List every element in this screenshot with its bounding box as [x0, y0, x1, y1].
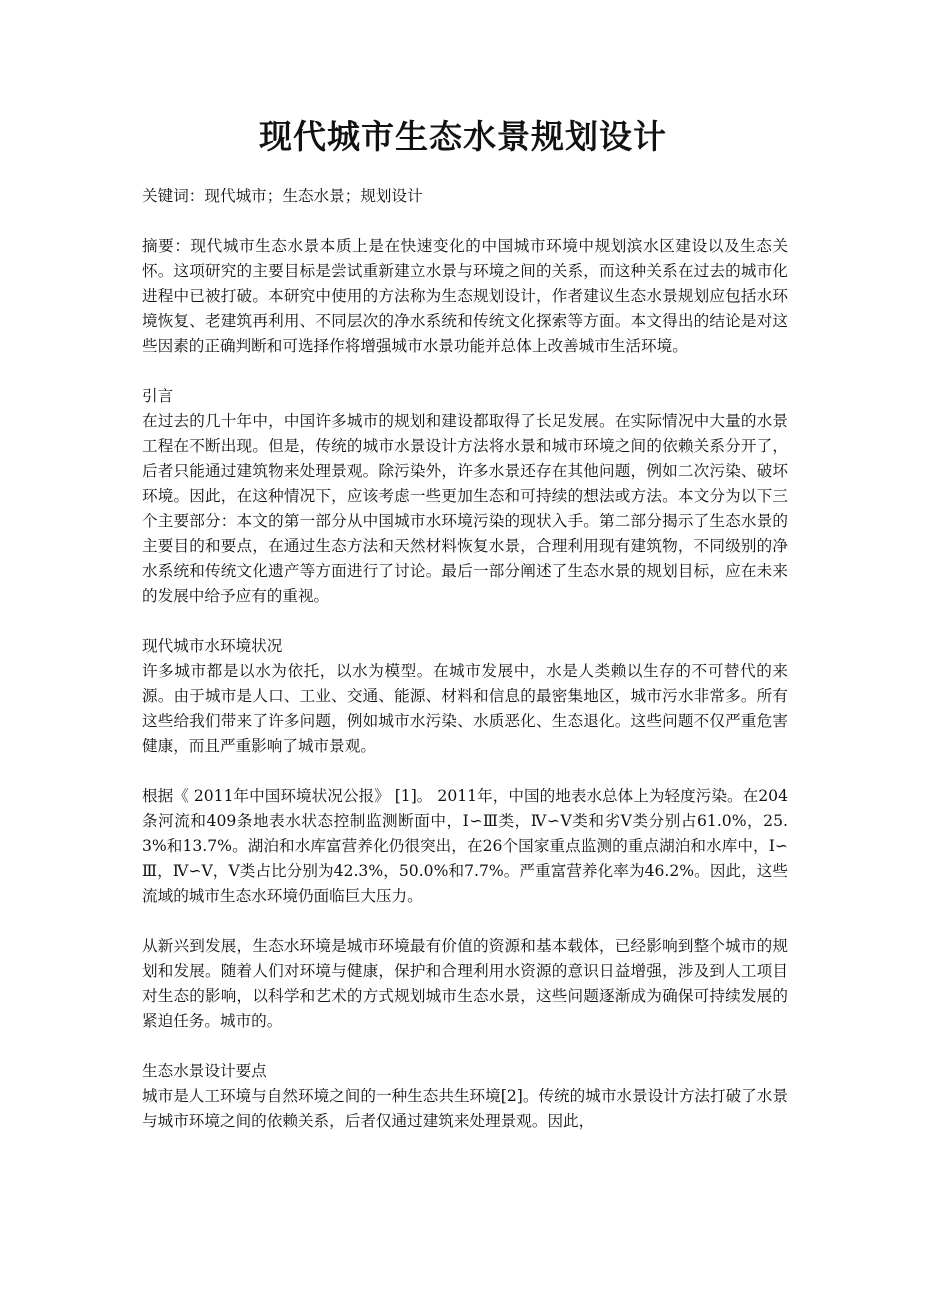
development-paragraph: 从新兴到发展，生态水环境是城市环境最有价值的资源和基本载体，已经影响到整个城市的规划和发展。随着人们对环境与健康，保护和合理利用水资源的意识日益增强，涉及到人工项目对生态的影响，以科学和艺术的方式规划城市生态水景，这些问题逐渐成为确保可持续发展的紧迫任务。城市的。 [142, 937, 788, 1030]
design-points-heading: 生态水景设计要点 [142, 1062, 267, 1080]
design-points-paragraph: 城市是人工环境与自然环境之间的一种生态共生环境[2]。传统的城市水景设计方法打破了水景与城市环境之间的依赖关系，后者仅通过建筑来处理景观。因此， [142, 1087, 788, 1130]
water-status-heading: 现代城市水环境状况 [142, 637, 283, 655]
introduction-paragraph: 在过去的几十年中，中国许多城市的规划和建设都取得了长足发展。在实际情况中大量的水景工程在不断出现。但是，传统的城市水景设计方法将水景和城市环境之间的依赖关系分开了，后者只能通过建筑物来处理景观。除污染外，许多水景还存在其他问题，例如二次污染、破坏环境。因此，在这种情况下，应该考虑一些更加生态和可持续的想法或方法。本文分为以下三个主要部分：本文的第一部分从中国城市水环境污染的现状入手。第二部分揭示了生态水景的主要目的和要点，在通过生态方法和天然材料恢复水景，合理利用现有建筑物，不同级别的净水系统和传统文化遗产等方面进行了讨论。最后一部分阐述了生态水景的规划目标，应在未来的发展中给予应有的重视。 [142, 412, 788, 605]
document-body [142, 184, 788, 1134]
document-title: 现代城市生态水景规划设计 [259, 117, 667, 156]
introduction-heading: 引言 [142, 387, 174, 405]
environment-report-paragraph: 根据《 2011年中国环境状况公报》 [1]。 2011年，中国的地表水总体上为轻度污染。在204条河流和409条地表水状态控制监测断面中，Ⅰ∽Ⅲ类，Ⅳ∽Ⅴ类和劣Ⅴ类分别占61.0%，25.3%和13.7%。湖泊和水库富营养化仍很突出，在26个国家重点监测的重点湖泊和水库中，Ⅰ∽Ⅲ，Ⅳ∽Ⅴ，Ⅴ类占比分别为42.3%，50.0%和7.7%。严重富营养化率为46.2%。因此，这些流域的城市生态水环境仍面临巨大压力。 [142, 787, 788, 905]
keywords-line: 关键词：现代城市；生态水景；规划设计 [142, 187, 423, 205]
water-status-paragraph: 许多城市都是以水为依托，以水为模型。在城市发展中，水是人类赖以生存的不可替代的来源。由于城市是人口、工业、交通、能源、材料和信息的最密集地区，城市污水非常多。所有这些给我们带来了许多问题，例如城市水污染、水质恶化、生态退化。这些问题不仅严重危害健康，而且严重影响了城市景观。 [142, 662, 788, 755]
abstract-paragraph: 摘要：现代城市生态水景本质上是在快速变化的中国城市环境中规划滨水区建设以及生态关怀。这项研究的主要目标是尝试重新建立水景与环境之间的关系，而这种关系在过去的城市化进程中已被打破。本研究中使用的方法称为生态规划设计，作者建议生态水景规划应包括水环境恢复、老建筑再利用、不同层次的净水系统和传统文化探索等方面。本文得出的结论是对这些因素的正确判断和可选择作将增强城市水景功能并总体上改善城市生活环境。 [142, 237, 788, 355]
